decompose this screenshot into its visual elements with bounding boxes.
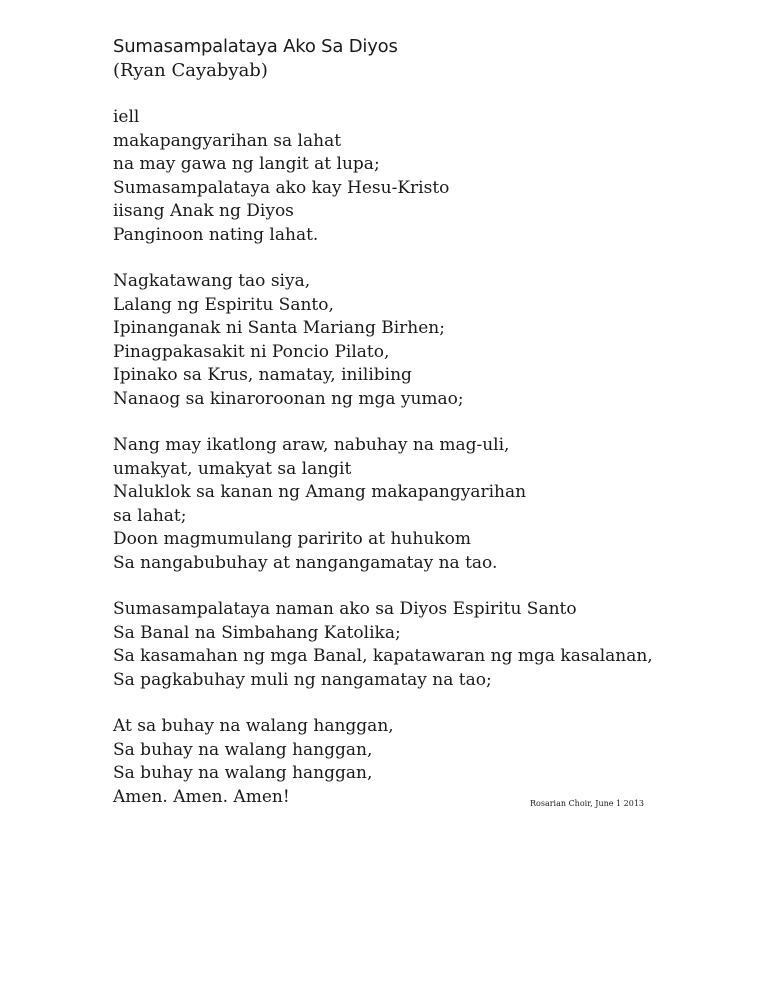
- stanza-5: [113, 715, 673, 809]
- lyric-line: sa lahat;: [113, 505, 187, 526]
- lyric-line: Sumasampalataya ako kay Hesu-Kristo: [113, 177, 450, 198]
- lyric-line: Naluklok sa kanan ng Amang makapangyarihan: [113, 482, 527, 502]
- lyrics-body: [113, 106, 673, 832]
- lyric-line: Ipinanganak ni Santa Mariang Birhen;: [113, 318, 445, 338]
- lyric-line: Sa kasamahan ng mga Banal, kapatawaran ng mga kasalanan,: [113, 646, 653, 666]
- lyric-line: Nagkatawang tao siya,: [113, 271, 311, 291]
- lyric-line: Sumasampalataya naman ako sa Diyos Espiritu Santo: [113, 599, 577, 619]
- lyric-line: Nanaog sa kinaroroonan ng mga yumao;: [113, 388, 464, 409]
- lyric-line: na may gawa ng langit at lupa;: [113, 154, 380, 174]
- lyric-line: Amen. Amen. Amen!: [113, 786, 290, 807]
- lyric-line: Panginoon nating lahat.: [113, 224, 319, 245]
- lyric-line: Ipinako sa Krus, namatay, inilibing: [113, 365, 412, 385]
- lyric-line: Sa nangabubuhay at nangangamatay na tao.: [113, 552, 498, 573]
- lyric-line: Sa pagkabuhay muli ng nangamatay na tao;: [113, 669, 492, 690]
- lyric-line: iell: [113, 107, 140, 127]
- stanza-2: [113, 270, 673, 411]
- lyric-line: Pinagpakasakit ni Poncio Pilato,: [113, 341, 390, 362]
- lyric-line: Sa buhay na walang hanggan,: [113, 763, 373, 783]
- lyric-line: Nang may ikatlong araw, nabuhay na mag-uli,: [113, 435, 510, 455]
- lyric-line: Sa Banal na Simbahang Katolika;: [113, 622, 401, 643]
- stanza-1: [113, 106, 673, 247]
- lyric-line: Lalang ng Espiritu Santo,: [113, 294, 334, 315]
- stanza-3: [113, 434, 673, 575]
- stanza-4: [113, 598, 673, 692]
- lyric-line: makapangyarihan sa lahat: [113, 130, 342, 151]
- footer-note: Rosarian Choir, June 1 2013: [530, 799, 645, 808]
- song-title: Sumasampalataya Ako Sa Diyos: [113, 36, 398, 57]
- lyric-line: umakyat, umakyat sa langit: [113, 458, 352, 479]
- lyric-line: Sa buhay na walang hanggan,: [113, 739, 373, 760]
- song-author: (Ryan Cayabyab): [113, 60, 268, 81]
- lyric-line: iisang Anak ng Diyos: [113, 201, 294, 221]
- lyric-line: Doon magmumulang paririto at huhukom: [113, 529, 471, 549]
- lyric-line: At sa buhay na walang hanggan,: [113, 716, 394, 736]
